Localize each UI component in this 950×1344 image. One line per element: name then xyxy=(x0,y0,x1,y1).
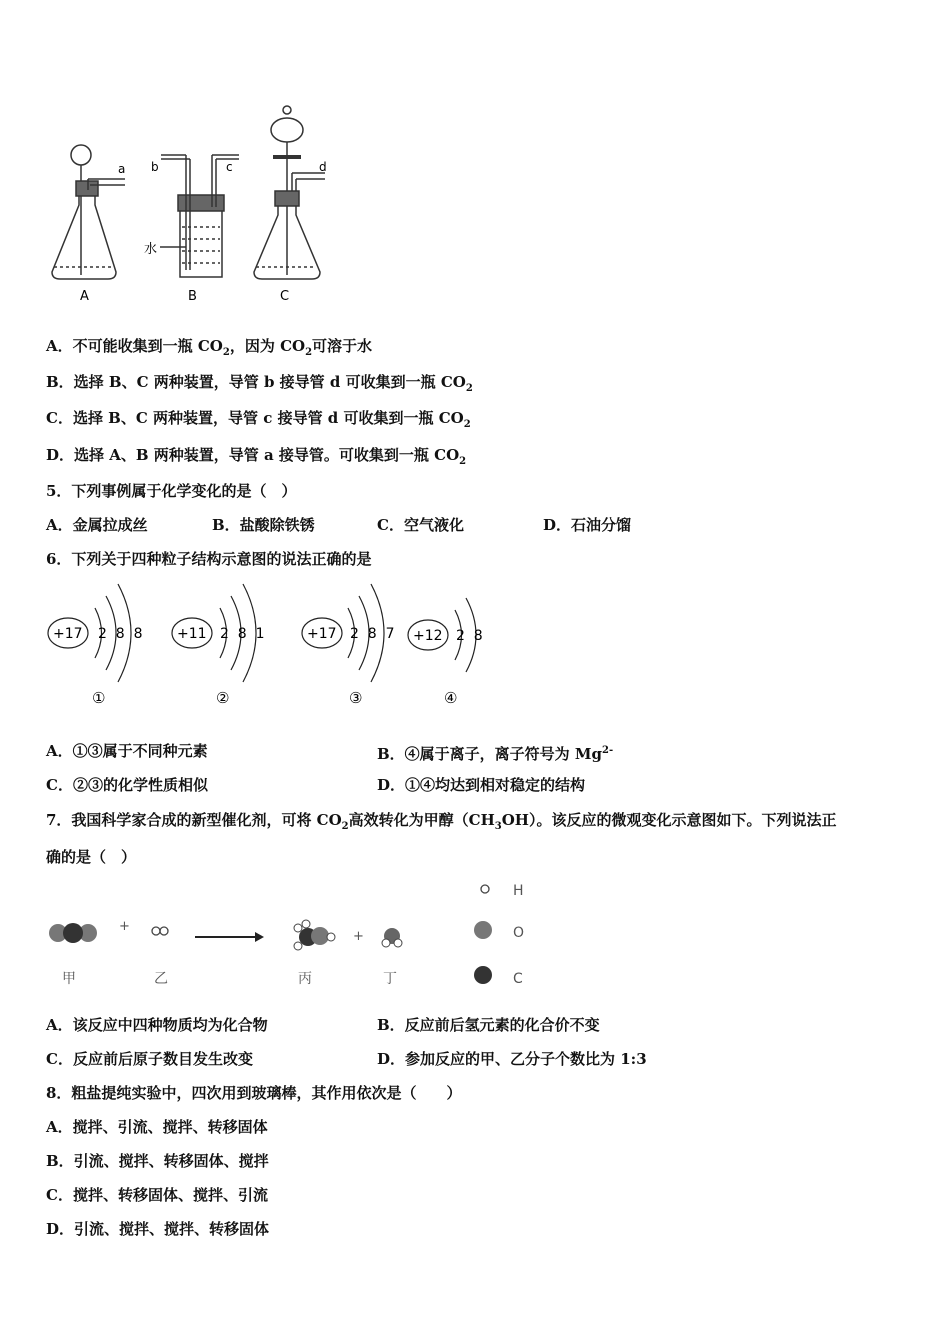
svg-text:③: ③ xyxy=(349,689,363,707)
svg-text:+12: +12 xyxy=(413,628,443,644)
svg-text:C: C xyxy=(513,971,523,987)
q4-option-a[interactable]: A．不可能收集到一瓶 $CO_2$，因为 $CO_2$可溶于水 xyxy=(46,337,373,358)
svg-text:④: ④ xyxy=(444,689,458,707)
q7-option-c[interactable]: C．反应前后原子数目发生改变 xyxy=(46,1050,253,1068)
svg-text:①: ① xyxy=(92,689,106,707)
svg-text:d: d xyxy=(319,160,327,174)
q5-option-c[interactable]: C．空气液化 xyxy=(377,516,464,534)
svg-text:丁: 丁 xyxy=(383,971,397,987)
q5-option-a[interactable]: A．金属拉成丝 xyxy=(46,516,148,534)
svg-text:A: A xyxy=(80,289,89,304)
svg-text:水: 水 xyxy=(144,242,158,257)
q8-stem: 8．粗盐提纯实验中，四次用到玻璃棒，其作用依次是（ ） xyxy=(46,1084,462,1102)
reaction-diagram xyxy=(40,875,550,995)
q4-option-c[interactable]: C．选择 B、C 两种装置，导管 c 接导管 d 可收集到一瓶 $CO_2$ xyxy=(46,409,471,430)
q4-option-d[interactable]: D．选择 A、B 两种装置，导管 a 接导管。可收集到一瓶 $CO_2$ xyxy=(46,446,467,467)
svg-text:2 8 7: 2 8 7 xyxy=(350,626,395,642)
q8-option-b[interactable]: B．引流、搅拌、转移固体、搅拌 xyxy=(46,1152,269,1170)
svg-text:+11: +11 xyxy=(177,626,207,642)
q8-option-d[interactable]: D．引流、搅拌、搅拌、转移固体 xyxy=(46,1220,270,1238)
svg-text:H: H xyxy=(513,883,524,899)
svg-text:c: c xyxy=(226,160,233,174)
svg-text:C: C xyxy=(280,289,290,304)
svg-text:丙: 丙 xyxy=(298,971,312,987)
q7-option-a[interactable]: A．该反应中四种物质均为化合物 xyxy=(46,1016,268,1034)
q5-stem: 5．下列事例属于化学变化的是（ ） xyxy=(46,482,297,500)
atomic-structure-diagrams xyxy=(40,578,510,718)
q6-stem: 6．下列关于四种粒子结构示意图的说法正确的是 xyxy=(46,550,372,568)
svg-text:+: + xyxy=(353,929,364,944)
svg-text:B: B xyxy=(188,289,197,304)
q6-option-c[interactable]: C．②③的化学性质相似 xyxy=(46,776,208,794)
svg-text:a: a xyxy=(118,162,126,176)
q6-option-b[interactable]: B．④属于离子，离子符号为 $Mg^{2-}$ xyxy=(377,745,614,763)
q7-option-b[interactable]: B．反应前后氢元素的化合价不变 xyxy=(377,1016,600,1034)
svg-text:乙: 乙 xyxy=(154,971,168,987)
apparatus-figure xyxy=(40,95,360,310)
svg-text:+17: +17 xyxy=(307,626,337,642)
svg-text:甲: 甲 xyxy=(62,971,76,987)
svg-text:+17: +17 xyxy=(53,626,83,642)
q4-option-b[interactable]: B．选择 B、C 两种装置，导管 b 接导管 d 可收集到一瓶 $CO_2$ xyxy=(46,373,473,394)
q7-stem-line2: 确的是（ ） xyxy=(46,848,137,866)
q5-option-b[interactable]: B．盐酸除铁锈 xyxy=(212,516,315,534)
svg-text:2 8: 2 8 xyxy=(456,628,483,644)
svg-text:O: O xyxy=(513,925,525,941)
q8-option-a[interactable]: A．搅拌、引流、搅拌、转移固体 xyxy=(46,1118,268,1136)
svg-text:2 8 8: 2 8 8 xyxy=(98,626,143,642)
svg-text:2 8 1: 2 8 1 xyxy=(220,626,265,642)
q6-option-d[interactable]: D．①④均达到相对稳定的结构 xyxy=(377,776,586,794)
q5-option-d[interactable]: D．石油分馏 xyxy=(543,516,632,534)
q7-option-d[interactable]: D．参加反应的甲、乙分子个数比为 1:3 xyxy=(377,1050,647,1068)
svg-text:②: ② xyxy=(216,689,230,707)
q6-option-a[interactable]: A．①③属于不同种元素 xyxy=(46,742,208,760)
svg-text:+: + xyxy=(119,919,130,934)
q7-stem-line1: 7．我国科学家合成的新型催化剂，可将 $CO_2$高效转化为甲醇$(CH_3OH)$。该反应的微观变化示意图如下。下列说法正 xyxy=(46,811,837,832)
svg-text:b: b xyxy=(151,160,159,174)
q8-option-c[interactable]: C．搅拌、转移固体、搅拌、引流 xyxy=(46,1186,268,1204)
